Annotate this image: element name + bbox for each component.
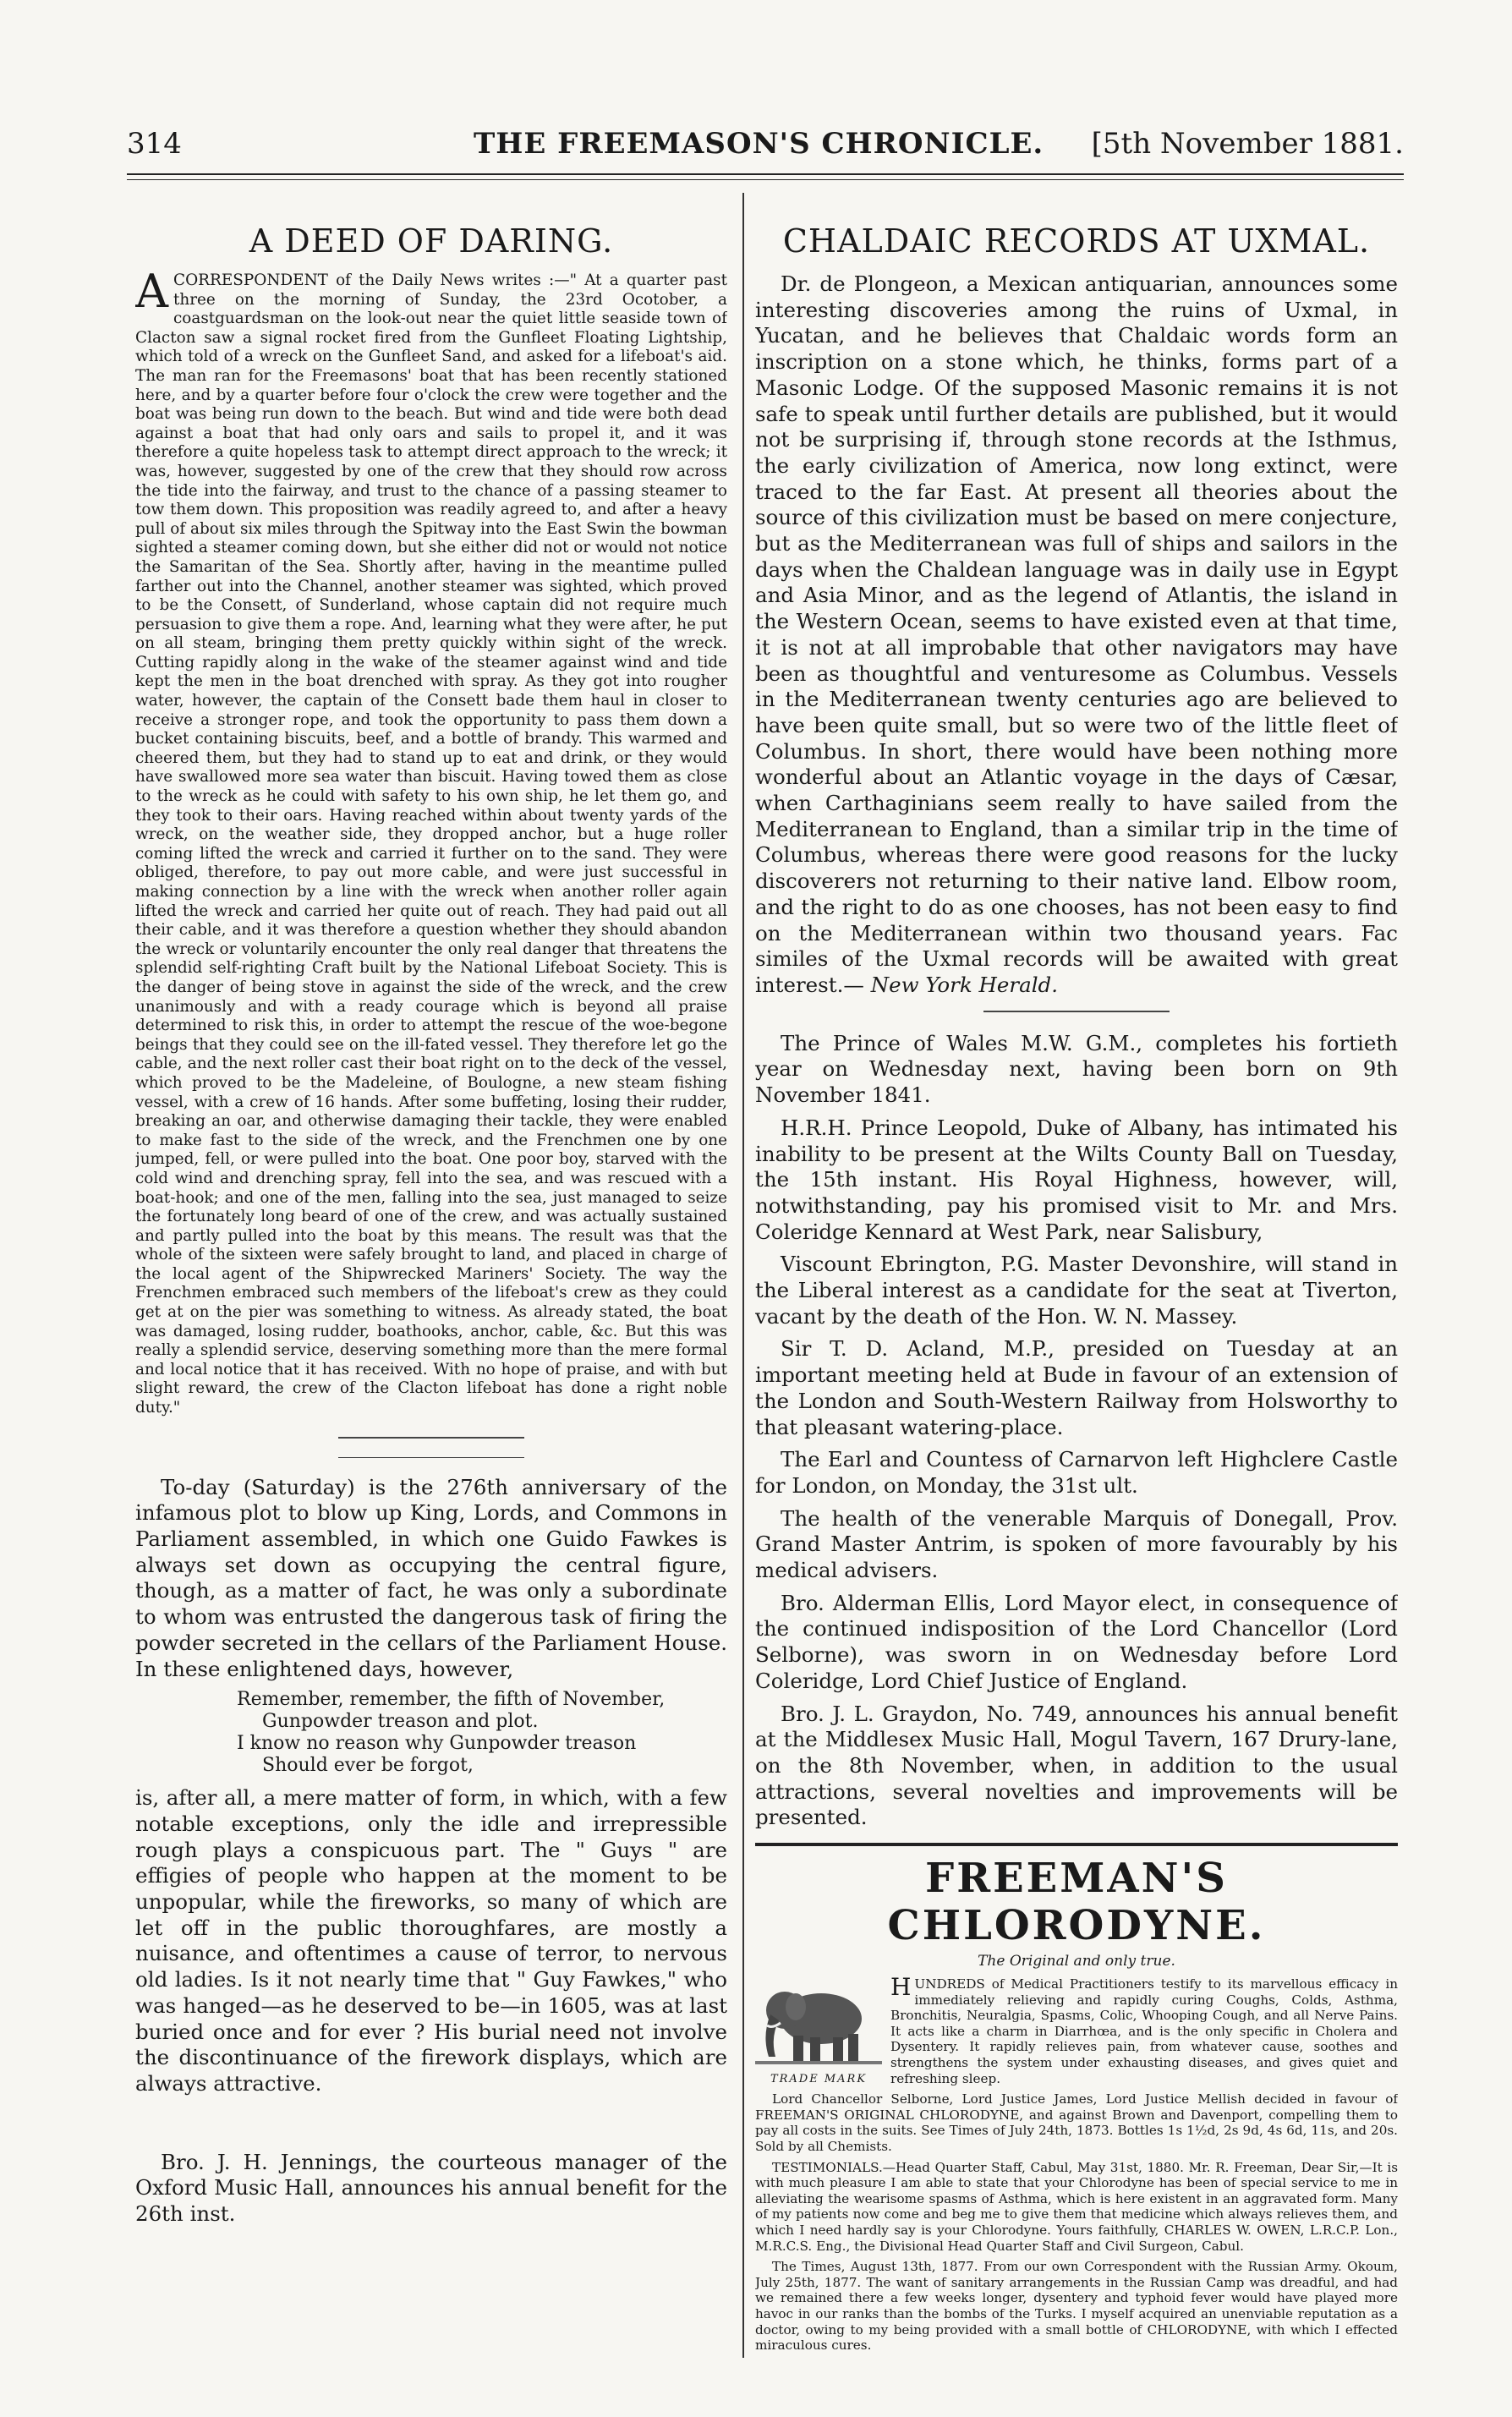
note-earl-carnarvon: The Earl and Countess of Carnarvon left Highclere Castle for London, on Monday, the 31st ult. bbox=[755, 1447, 1398, 1498]
article-jennings-benefit: Bro. J. H. Jennings, the courteous manager of the Oxford Music Hall, announces his annual benefit for the 26th inst. bbox=[135, 2149, 727, 2227]
issue-date: [5th November 1881. bbox=[1091, 127, 1404, 161]
separator-rule bbox=[983, 1011, 1170, 1012]
verse-line: Remember, remember, the fifth of November, bbox=[237, 1689, 666, 1711]
article-guy-fawkes-body: is, after all, a mere matter of form, in which, with a few notable exceptions, only the idle and irrepressible rough plays a conspicuous part. The " Guys " are effigies of people who happen at the moment to be unpopular, while the fireworks, so many of which are let off in the public thoroughfares, are mostly a nuisance, and oftentimes a cause of terror, to nervous old ladies. Is it not nearly time that " Guy Fawkes," who was hanged—as he deserved to be—in 1605, was at last buried once and for ever ? His burial need not involve the discontinuance of the firework displays, which are always attractive. bbox=[135, 1785, 727, 2096]
verse-line: Gunpowder treason and plot. bbox=[262, 1711, 539, 1733]
trade-mark-label: TRADE MARK bbox=[770, 2073, 868, 2086]
masthead-rule-thin bbox=[127, 179, 1404, 180]
drop-cap: A bbox=[135, 265, 168, 318]
advert-para-legal: Lord Chancellor Selborne, Lord Justice James, Lord Justice Mellish decided in favour of FREEMAN'S ORIGINAL CHLORODYNE, and against Brown and Davenport, compelling them to pay all costs in the suits. See Times of July 24th, 1873. Bottles 1s 1½d, 2s 9d, 4s 6d, 11s, and 20s. Sold by all Chemists. bbox=[755, 2091, 1398, 2155]
column-divider bbox=[742, 193, 744, 2358]
note-sir-acland: Sir T. D. Acland, M.P., presided on Tuesday at an important meeting held at Bude in favour of an extension of the London and South-Western Railway from Holsworthy to that pleasant watering-place. bbox=[755, 1336, 1398, 1439]
article-heading-chaldaic-records: CHALDAIC RECORDS AT UXMAL. bbox=[782, 222, 1371, 260]
drop-cap: H bbox=[890, 1973, 912, 2002]
masthead-rule bbox=[127, 173, 1404, 175]
verse-line: Should ever be forgot, bbox=[262, 1755, 474, 1777]
note-prince-of-wales: The Prince of Wales M.W. G.M., completes his fortieth year on Wednesday next, having been born on 9th November 1841. bbox=[755, 1030, 1398, 1108]
right-column bbox=[755, 207, 1398, 2372]
article-guy-fawkes-intro: To-day (Saturday) is the 276th anniversary of the infamous plot to blow up King, Lords, and Commons in Parliament assembled, in which one Guido Fawkes is always set down as occupying the central figure, though, as a matter of fact, he was only a subordinate to whom was entrusted the dangerous task of firing the powder secreted in the cellars of the Parliament House. In these enlightened days, however, bbox=[135, 1474, 727, 1681]
article-deed-of-daring bbox=[135, 265, 727, 1418]
advert-top-rule bbox=[755, 1843, 1398, 1846]
note-marquis-donegall: The health of the venerable Marquis of Donegall, Prov. Grand Master Antrim, is spoken of more favourably by his medical advisers. bbox=[755, 1505, 1398, 1583]
advert-title: FREEMAN'S CHLORODYNE. bbox=[887, 1855, 1266, 1950]
advert-chlorodyne bbox=[755, 1855, 1398, 2354]
advert-text: UNDREDS of Medical Practitioners testify to its marvellous efficacy in immediately relieving and rapidly curing Coughs, Colds, Asthma, Bronchitis, Neuralgia, Spasms, Colic, Whooping Cough, and all Nerve Pains. It acts like a charm in Diarrhœa, and is the only specific in Cholera and Dysentery. It rapidly relieves pain, from whatever cause, soothes and strengthens the system under exhausting diseases, and gives quiet and refreshing sleep. bbox=[890, 1976, 1398, 2086]
elephant-trademark-image bbox=[755, 1976, 882, 2085]
advert-para-testimonial: TESTIMONIALS.—Head Quarter Staff, Cabul, May 31st, 1880. Mr. R. Freeman, Dear Sir,—It is with much pleasure I am able to state that your Chlorodyne has been of special service to me in alleviating the wearisome spasms of Asthma, which is here existent in an aggravated form. Many of my patients now come and beg me to give them that medicine which always relieves them, and which I need hardly say is your Chlorodyne. Yours faithfully, CHARLES W. OWEN, L.R.C.P. Lon., M.R.C.S. Eng., the Divisional Head Quarter Staff and Civil Surgeon, Cabul. bbox=[755, 2159, 1398, 2254]
note-prince-leopold: H.R.H. Prince Leopold, Duke of Albany, has intimated his inability to be present at the Wilts County Ball on Tuesday, the 15th instant. His Royal Highness, however, will, notwithstanding, pay his promised visit to Mr. and Mrs. Coleridge Kennard at West Park, near Salisbury, bbox=[755, 1115, 1398, 1244]
elephant-icon bbox=[755, 1976, 882, 2069]
article-chaldaic-records bbox=[755, 271, 1398, 999]
newspaper-title: THE FREEMASON'S CHRONICLE. bbox=[474, 127, 1044, 161]
separator-rule bbox=[338, 1437, 524, 1439]
verse-block bbox=[135, 1689, 727, 1777]
article-heading-deed-of-daring: A DEED OF DARING. bbox=[249, 222, 614, 260]
article-source: New York Herald. bbox=[870, 972, 1059, 997]
left-column bbox=[135, 207, 727, 2372]
article-text: CORRESPONDENT of the Daily News writes :—" At a quarter past three on the morning of Sunday, the 23rd Ocotober, a coastguardsman on the look-out near the quiet little seaside town of Clacton saw a signal rocket fired from the Gunfleet Floating Lightship, which told of a wreck on the Gunfleet Sand, and asked for a lifeboat's aid. The man ran for the Freemasons' boat that has been recently stationed here, and by a quarter before four o'clock the crew were together and the boat was being run down to the beach. But wind and tide were both dead against a boat that had only oars and sails to propel it, and it was therefore a quite hopeless task to attempt direct approach to the wreck; it was, however, suggested by one of the crew that they should row across the tide into the fairway, and trust to the chance of a passing steamer to tow them down. This proposition was readily agreed to, and after a heavy pull of about six miles through the Spitway into the East Swin the bowman sighted a steamer coming down, but she either did not or would not notice the Samaritan of the Sea. Shortly after, having in the meantime pulled farther out into the Channel, another steamer was sighted, which proved to be the Consett, of Sunderland, whose captain did not require much persuasion to give them a rope. And, learning what they were after, he put on all steam, bringing them pretty quickly within sight of the wreck. Cutting rapidly along in the wake of the steamer against wind and tide kept the men in the boat drenched with spray. As they got into rougher water, however, the captain of the Consett bade them haul in closer to receive a stronger rope, and took the opportunity to pass them down a bucket containing biscuits, beef, and a bottle of brandy. This warmed and cheered them, but they had to stand up to eat and drink, or they would have swallowed more sea water than biscuit. Having towed them as close to the wreck as he could with safety to his own ship, he let them go, and they took to their oars. Having reached within about twenty yards of the wreck, on the weather side, they dropped anchor, but a huge roller coming lifted the wreck and carried it further on to the sand. They were obliged, therefore, to pay out more cable, and were just successful in making connection by a line with the wreck when another roller again lifted the wreck and carried her quite out of reach. They had paid out all their cable, and it was therefore a question whether they should abandon the wreck or voluntarily encounter the only real danger that threatens the splendid self-righting Craft built by the National Lifeboat Society. This is the danger of being stove in against the side of the wreck, and the crew unanimously and with a ready courage which is beyond all praise determined to risk this, in order to attempt the rescue of the woe-begone beings that they could see on the ill-fated vessel. They therefore let go the cable, and the next roller cast their boat right on to the deck of the vessel, which proved to be the Madeleine, of Boulogne, a new steam fishing vessel, with a crew of 16 hands. After some buffeting, losing their rudder, breaking an oar, and otherwise damaging their tackle, they were enabled to make fast to the side of the wreck, and the Frenchmen one by one jumped, fell, or were pulled into the boat. One poor boy, starved with the cold wind and drenching spray, fell into the sea, and was rescued with a boat-hook; and one of the men, falling into the sea, just managed to seize the fortunately long beard of one of the crew, and was actually sustained and partly pulled into the boat by this means. The result was that the whole of the sixteen were safely brought to land, and placed in charge of the local agent of the Shipwrecked Mariners' Society. The way the Frenchmen embraced such members of the lifeboat's crew as they could get at on the pier was something to witness. As already stated, the boat was damaged, losing rudder, boathooks, anchor, cable, &c. But this was really a splendid service, deserving something more than the mere formal and local notice that it has received. With no hope of praise, and with but slight reward, the crew of the Clacton lifeboat has done a right noble duty." bbox=[135, 271, 727, 1417]
advert-subtitle: The Original and only true. bbox=[978, 1953, 1175, 1970]
note-viscount-ebrington: Viscount Ebrington, P.G. Master Devonshire, will stand in the Liberal interest as a candidate for the seat at Tiverton, vacant by the death of the Hon. W. N. Massey. bbox=[755, 1252, 1398, 1329]
masthead bbox=[127, 127, 1404, 167]
article-text: Dr. de Plongeon, a Mexican antiquarian, announces some interesting discoveries among the ruins of Uxmal, in Yucatan, and he believes that Chaldaic words form an inscription on a stone which, he thinks, forms part of a Masonic Lodge. Of the supposed Masonic remains it is not safe to speak until further details are published, but it would not be surprising if, through stone records at the Isthmus, the early civilization of America, now long extinct, were traced to the far East. At present all theories about the source of this civilization must be based on mere conjecture, but as the Mediterranean was full of ships and sailors in the days when the Chaldean language was in daily use in Egypt and Asia Minor, and as the legend of Atlantis, the island in the Western Ocean, seems to have existed even at that time, it is not at all improbable that other navigators may have been as thoughtful and venturesome as Columbus. Vessels in the Mediterranean twenty centuries ago are believed to have been quite small, but so were two of the little fleet of Columbus. In short, there would have been nothing more wonderful about an Atlantic voyage in the days of Cæsar, when Carthaginians seem really to have sailed from the Mediterranean to England, than a similar trip in the time of Columbus, whereas there were good reasons for the lucky discoverers not returning to their native land. Elbow room, and the right to do as one chooses, has not been easy to find on the Mediterranean within two thousand years. Fac similes of the Uxmal records will be awaited with great interest.— bbox=[755, 271, 1398, 997]
page-number: 314 bbox=[127, 127, 182, 161]
note-graydon-benefit: Bro. J. L. Graydon, No. 749, announces his annual benefit at the Middlesex Music Hall, Mogul Tavern, 167 Drury-lane, on the 8th November, when, in addition to the usual attractions, several novelties and improvements will be presented. bbox=[755, 1701, 1398, 1830]
note-alderman-ellis: Bro. Alderman Ellis, Lord Mayor elect, in consequence of the continued indisposition of the Lord Chancellor (Lord Selborne), was sworn in on Wednesday before Lord Coleridge, Lord Chief Justice of England. bbox=[755, 1590, 1398, 1693]
separator-rule-thin bbox=[338, 1457, 524, 1458]
verse-line: I know no reason why Gunpowder treason bbox=[237, 1733, 637, 1755]
advert-para-times: The Times, August 13th, 1877. From our own Correspondent with the Russian Army. Okoum, July 25th, 1877. The want of sanitary arrangements in the Russian Camp was dreadful, and had we remained there a few weeks longer, dysentery and typhoid fever would have played more havoc in our ranks than the bombs of the Turks. I myself acquired an unenviable reputation as a doctor, owing to my being provided with a small bottle of CHLORODYNE, with which I effected miraculous cures. bbox=[755, 2259, 1398, 2354]
